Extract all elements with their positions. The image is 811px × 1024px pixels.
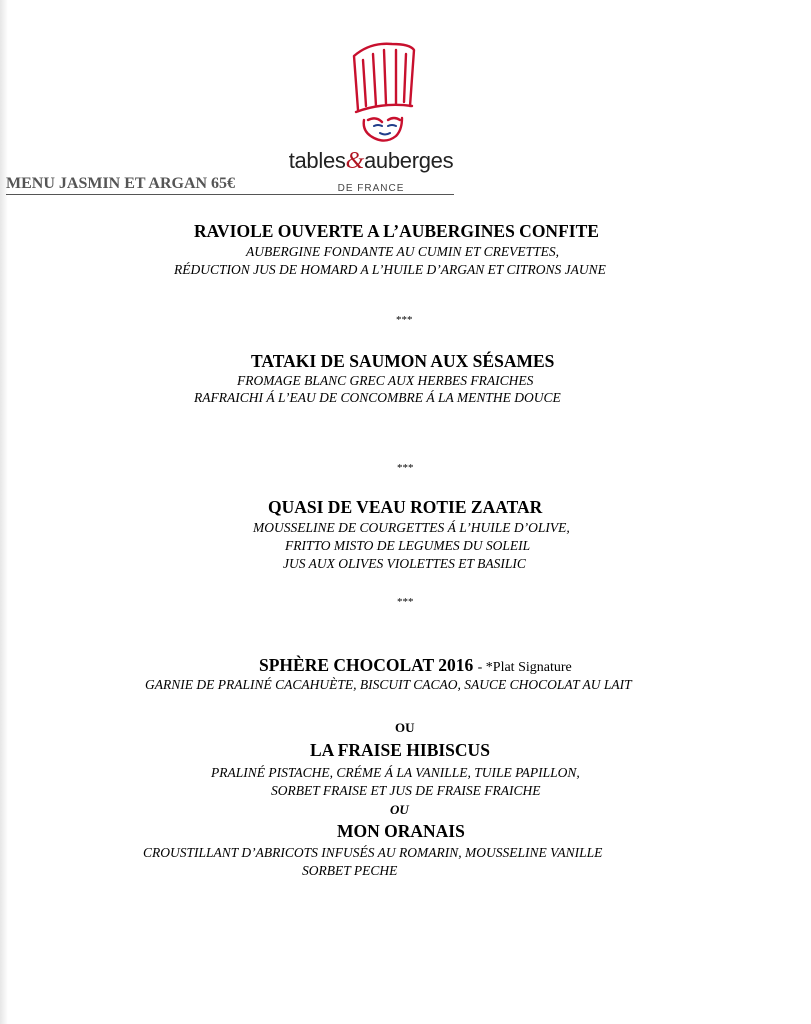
- course-5-title: LA FRAISE HIBISCUS: [310, 740, 490, 760]
- course-1-title: RAVIOLE OUVERTE A L’AUBERGINES CONFITE: [194, 221, 599, 241]
- signature-note: - *Plat Signature: [477, 660, 572, 675]
- course-4-line-1: GARNIE DE PRALINÉ CACAHUÈTE, BISCUIT CACAO, SAUCE CHOCOLAT AU LAIT: [145, 677, 632, 692]
- course-6-line-1: CROUSTILLANT D’ABRICOTS INFUSÉS AU ROMARIN, MOUSSELINE VANILLE: [143, 845, 603, 860]
- chef-hat-icon: [352, 40, 418, 144]
- course-4-title: SPHÈRE CHOCOLAT 2016: [259, 655, 474, 675]
- separator-2: ***: [397, 462, 414, 474]
- page-edge-shadow: [0, 0, 8, 1024]
- course-1-line-2: RÉDUCTION JUS DE HOMARD A L’HUILE D’ARGAN ET CITRONS JAUNE: [174, 262, 606, 277]
- course-2-line-1: FROMAGE BLANC GREC AUX HERBES FRAICHES: [237, 373, 534, 388]
- title-underline: [6, 194, 454, 195]
- course-6-title: MON ORANAIS: [337, 821, 465, 841]
- brand-ampersand: &: [345, 148, 364, 174]
- brand-right: auberges: [363, 148, 454, 173]
- course-2-line-2: RAFRAICHI Á L’EAU DE CONCOMBRE Á LA MENTHE DOUCE: [194, 390, 561, 405]
- menu-title: MENU JASMIN ET ARGAN 65€: [6, 175, 236, 192]
- course-2-title: TATAKI DE SAUMON AUX SÉSAMES: [251, 351, 555, 371]
- course-6-line-2: SORBET PECHE: [302, 863, 398, 878]
- course-3-line-2: FRITTO MISTO DE LEGUMES DU SOLEIL: [285, 538, 531, 553]
- tables-auberges-logo: [286, 40, 456, 196]
- brand-wordmark: [286, 148, 456, 175]
- course-5-line-1: PRALINÉ PISTACHE, CRÉME Á LA VANILLE, TUILE PAPILLON,: [211, 765, 580, 780]
- or-separator-2: OU: [390, 802, 409, 817]
- or-separator-1: OU: [395, 720, 415, 735]
- course-4-title-row: [259, 655, 572, 676]
- brand-left: tables: [288, 148, 346, 173]
- course-3-title: QUASI DE VEAU ROTIE ZAATAR: [268, 497, 543, 517]
- brand-subtitle: DE FRANCE: [337, 183, 405, 194]
- course-3-line-3: JUS AUX OLIVES VIOLETTES ET BASILIC: [283, 556, 526, 571]
- separator-3: ***: [397, 596, 414, 608]
- course-5-line-2: SORBET FRAISE ET JUS DE FRAISE FRAICHE: [271, 783, 541, 798]
- separator-1: ***: [396, 314, 413, 326]
- course-1-line-1: AUBERGINE FONDANTE AU CUMIN ET CREVETTES,: [246, 244, 559, 259]
- course-3-line-1: MOUSSELINE DE COURGETTES Á L’HUILE D’OLIVE,: [253, 520, 570, 535]
